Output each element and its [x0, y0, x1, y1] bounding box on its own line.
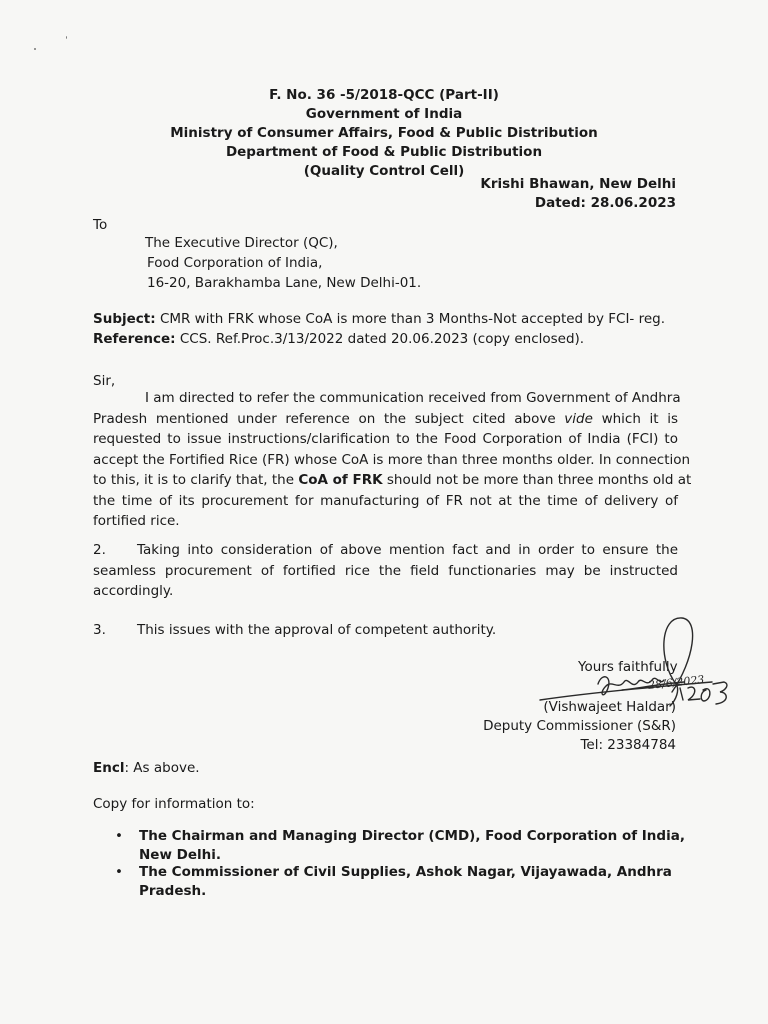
- para-line: fortified rice.: [93, 513, 180, 529]
- copy-item-line: The Commissioner of Civil Supplies, Ashok Nagar, Vijayawada, Andhra: [139, 864, 672, 880]
- para-line: the time of its procurement for manufacturing of FR not at the time of delivery of: [93, 492, 678, 509]
- signatory-tel: Tel: 23384784: [580, 737, 676, 753]
- signatory-designation: Deputy Commissioner (S&R): [483, 718, 676, 734]
- reference-label: Reference:: [93, 331, 176, 347]
- addressee-line: 16-20, Barakhamba Lane, New Delhi-01.: [147, 275, 422, 291]
- enclosure-line: [93, 758, 200, 778]
- place-line: [480, 175, 676, 194]
- subject-label: Subject:: [93, 311, 156, 327]
- subject-text: CMR with FRK whose CoA is more than 3 Months-Not accepted by FCI- reg.: [159, 311, 666, 327]
- para-line: 2. Taking into consideration of above mention fact and in order to ensure the: [93, 540, 678, 561]
- para-number: 3.: [93, 622, 106, 638]
- subject-line: [93, 309, 665, 329]
- dated-value: 28.06.2023: [590, 195, 676, 211]
- copy-item-line: The Chairman and Managing Director (CMD), Food Corporation of India,: [139, 828, 685, 844]
- paragraph-1: [93, 388, 692, 532]
- para-line: I am directed to refer the communication received from Government of Andhra: [145, 390, 681, 406]
- para-number: 2.: [93, 542, 106, 558]
- closing: Yours faithfully: [578, 659, 678, 675]
- cell-line: (Quality Control Cell): [303, 163, 465, 179]
- bullet-icon: •: [115, 828, 123, 844]
- salutation: Sir,: [93, 373, 116, 389]
- para-line: Pradesh mentioned under reference on the subject cited above vide which it is: [93, 410, 678, 427]
- reference-text: CCS. Ref.Proc.3/13/2022 dated 20.06.2023 (copy enclosed).: [179, 331, 585, 347]
- copy-heading: Copy for information to:: [93, 796, 255, 812]
- copy-item-line: New Delhi.: [139, 847, 221, 863]
- addressee-line: Food Corporation of India,: [147, 255, 323, 271]
- para-line: accordingly.: [93, 583, 174, 599]
- reference-line: [93, 329, 584, 349]
- copy-item-line: Pradesh.: [139, 883, 207, 899]
- letter-header: [0, 86, 768, 181]
- paragraph-2: [93, 540, 678, 602]
- para-line: accept the Fortified Rice (FR) whose CoA is more than three months older. In connection: [93, 451, 691, 468]
- enclosure-label: Encl: [93, 760, 125, 776]
- to-label: To: [93, 217, 108, 233]
- handwritten-date: 28/6/2023: [647, 673, 705, 692]
- government-line: Government of India: [305, 106, 463, 122]
- place: Krishi Bhawan, New Delhi: [480, 176, 676, 192]
- para-line: requested to issue instructions/clarification to the Food Corporation of India (FCI) to: [93, 431, 678, 447]
- scan-speck: [66, 36, 67, 39]
- signatory-name: (Vishwajeet Haldar): [543, 699, 676, 715]
- file-number: F. No. 36 -5/2018-QCC (Part-II): [269, 87, 499, 103]
- dated-label: Dated:: [534, 195, 586, 211]
- scan-speck: [34, 48, 36, 50]
- bullet-icon: •: [115, 864, 123, 880]
- enclosure-text: : As above.: [124, 760, 200, 776]
- para-line: seamless procurement of fortified rice the field functionaries may be instructed: [93, 562, 678, 579]
- department-line: Department of Food & Public Distribution: [225, 144, 543, 160]
- para-text: This issues with the approval of competent authority.: [137, 622, 497, 638]
- date-line: [535, 194, 676, 213]
- addressee-line: The Executive Director (QC),: [145, 235, 338, 251]
- ministry-line: Ministry of Consumer Affairs, Food & Public Distribution: [170, 125, 598, 141]
- para-line: to this, it is to clarify that, the CoA of FRK should not be more than three months old at: [93, 472, 692, 488]
